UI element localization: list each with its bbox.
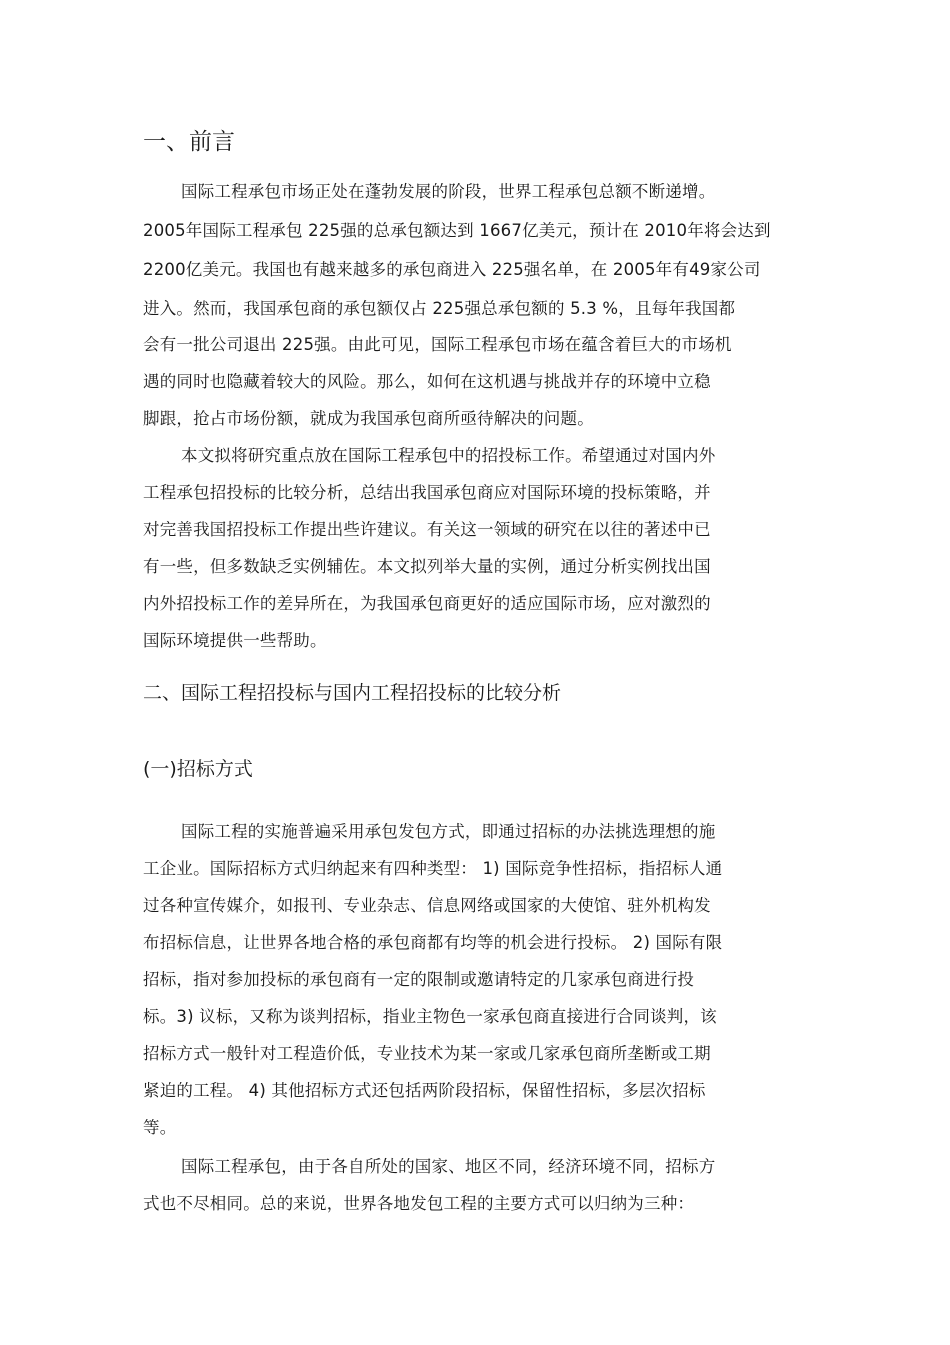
text-line: 国际工程的实施普遍采用承包发包方式，即通过招标的办法挑选理想的施 — [181, 822, 716, 841]
text-line: 等。 — [143, 1118, 177, 1137]
text-line: 标。3) 议标，又称为谈判招标，指业主物色一家承包商直接进行合同谈判，该 — [143, 1007, 717, 1026]
text-line: 内外招投标工作的差异所在，为我国承包商更好的适应国际市场，应对激烈的 — [143, 594, 711, 613]
text-line: 脚跟，抢占市场份额，就成为我国承包商所亟待解决的问题。 — [143, 409, 594, 428]
text-line: 有一些，但多数缺乏实例辅佐。本文拟列举大量的实例，通过分析实例找出国 — [143, 557, 711, 576]
subsection-heading-bidding-methods: (一)招标方式 — [143, 758, 253, 780]
text-line: 紧迫的工程。 4) 其他招标方式还包括两阶段招标，保留性招标，多层次招标 — [143, 1081, 706, 1100]
text-line: 招标方式一般针对工程造价低，专业技术为某一家或几家承包商所垄断或工期 — [143, 1044, 711, 1063]
text-line: 进入。然而，我国承包商的承包额仅占 225强总承包额的 5.3 %，且每年我国都 — [143, 299, 736, 318]
section-heading-comparison: 二、国际工程招投标与国内工程招投标的比较分析 — [143, 682, 562, 704]
text-line: 过各种宣传媒介，如报刊、专业杂志、信息网络或国家的大使馆、驻外机构发 — [143, 896, 711, 915]
text-line: 对完善我国招投标工作提出些许建议。有关这一领域的研究在以往的著述中已 — [143, 520, 711, 539]
text-line: 工程承包招投标的比较分析，总结出我国承包商应对国际环境的投标策略，并 — [143, 483, 711, 502]
text-line: 布招标信息，让世界各地合格的承包商都有均等的机会进行投标。 2) 国际有限 — [143, 933, 723, 952]
section-heading-preface: 一、前言 — [143, 129, 235, 155]
text-line: 国际工程承包，由于各自所处的国家、地区不同，经济环境不同，招标方 — [181, 1157, 716, 1176]
text-line: 招标，指对参加投标的承包商有一定的限制或邀请特定的几家承包商进行投 — [143, 970, 695, 989]
text-line: 遇的同时也隐藏着较大的风险。那么，如何在这机遇与挑战并存的环境中立稳 — [143, 372, 711, 391]
text-line: 国际环境提供一些帮助。 — [143, 631, 327, 650]
text-line: 2005年国际工程承包 225强的总承包额达到 1667亿美元，预计在 2010年将会达到 — [143, 221, 771, 240]
text-line: 本文拟将研究重点放在国际工程承包中的招投标工作。希望通过对国内外 — [181, 446, 716, 465]
text-line: 会有一批公司退出 225强。由此可见，国际工程承包市场在蕴含着巨大的市场机 — [143, 335, 732, 354]
text-line: 工企业。国际招标方式归纳起来有四种类型： 1) 国际竞争性招标，指招标人通 — [143, 859, 723, 878]
text-line: 2200亿美元。我国也有越来越多的承包商进入 225强名单，在 2005年有49家公司 — [143, 260, 761, 279]
text-line: 国际工程承包市场正处在蓬勃发展的阶段，世界工程承包总额不断递增。 — [181, 182, 716, 201]
text-line: 式也不尽相同。总的来说，世界各地发包工程的主要方式可以归纳为三种： — [143, 1194, 695, 1213]
